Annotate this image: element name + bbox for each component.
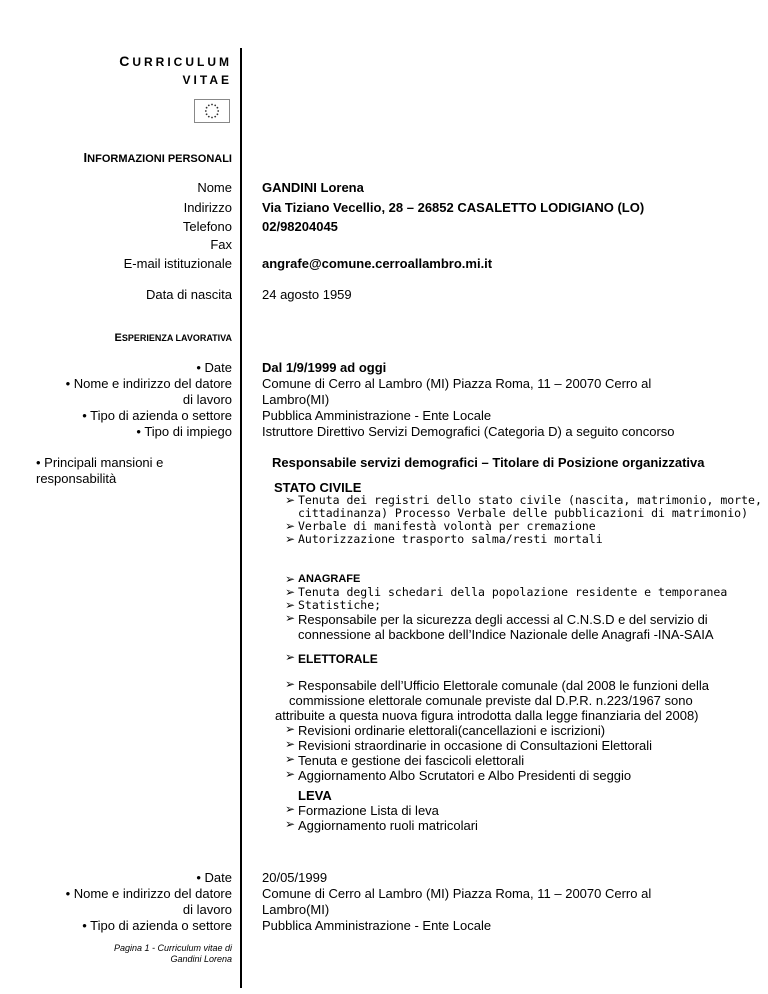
bullet-icon: ➢ bbox=[285, 802, 296, 816]
anagrafe-item-1: Tenuta degli schedari della popolazione residente e temporanea bbox=[298, 585, 728, 599]
anagrafe-item-3: Responsabile per la sicurezza degli accessi al C.N.S.D e del servizio di bbox=[298, 612, 708, 627]
label-nome: Nome bbox=[197, 180, 232, 195]
bullet-icon: ➢ bbox=[285, 519, 296, 533]
elettorale-item-3: Tenuta e gestione dei fascicoli elettorali bbox=[298, 753, 525, 768]
cv-title bbox=[119, 52, 232, 89]
value-indirizzo: Via Tiziano Vecellio, 28 – 26852 CASALETTO LODIGIANO (LO) bbox=[262, 200, 645, 215]
label-sector: • Tipo di azienda o settore bbox=[82, 918, 232, 933]
elettorale-intro-2: commissione elettorale comunale previste dal D.P.R. n.223/1967 sono bbox=[289, 693, 693, 708]
leva-item-1: Formazione Lista di leva bbox=[298, 803, 439, 818]
cv-title-line1: CURRICULUM bbox=[119, 53, 232, 69]
job1-employer: Comune di Cerro al Lambro (MI) Piazza Roma, 11 – 20070 Cerro al bbox=[262, 376, 652, 391]
job1-role: Responsabile servizi demografici – Titolare di Posizione organizzativa bbox=[272, 455, 705, 470]
footer-line2: Gandini Lorena bbox=[170, 954, 232, 964]
job2-date: 20/05/1999 bbox=[262, 870, 328, 885]
label-duties bbox=[36, 455, 163, 487]
value-telefono: 02/98204045 bbox=[262, 219, 338, 234]
bullet-icon: ➢ bbox=[285, 767, 296, 781]
label-sector: • Tipo di azienda o settore bbox=[82, 408, 232, 423]
elettorale-intro-3: attribuite a questa nuova figura introdotta dalla legge finanziaria del 2008) bbox=[275, 708, 699, 723]
bullet-icon: ➢ bbox=[285, 722, 296, 736]
label-telefono: Telefono bbox=[182, 219, 232, 234]
leva-item-2: Aggiornamento ruoli matricolari bbox=[298, 818, 478, 833]
label-employer: • Nome e indirizzo del datore bbox=[65, 886, 232, 901]
job1-sector: Pubblica Amministrazione - Ente Locale bbox=[262, 408, 492, 423]
page-footer bbox=[114, 943, 232, 965]
job1-employer-cont: Lambro(MI) bbox=[262, 392, 330, 407]
value-email: angrafe@comune.cerroallambro.mi.it bbox=[262, 256, 493, 271]
label-job-type: • Tipo di impiego bbox=[136, 424, 232, 439]
elettorale-intro-1: Responsabile dell’Ufficio Elettorale comunale (dal 2008 le funzioni della bbox=[298, 678, 709, 693]
heading-anagrafe: ANAGRAFE bbox=[298, 573, 361, 585]
job1-date: Dal 1/9/1999 ad oggi bbox=[262, 360, 387, 375]
elettorale-item-1: Revisioni ordinarie elettorali(cancellazioni e iscrizioni) bbox=[298, 723, 606, 738]
heading-leva: LEVA bbox=[298, 788, 332, 803]
stato-civile-item-2: Verbale di manifestà volontà per cremazione bbox=[298, 519, 596, 533]
section-experience: ESPERIENZA LAVORATIVA bbox=[114, 332, 232, 344]
section-personal-info: INFORMAZIONI PERSONALI bbox=[83, 150, 232, 165]
bullet-icon: ➢ bbox=[285, 532, 296, 546]
bullet-icon: ➢ bbox=[285, 585, 296, 599]
label-date: • Date bbox=[196, 870, 232, 885]
heading-elettorale: ELETTORALE bbox=[298, 652, 378, 666]
job2-employer: Comune di Cerro al Lambro (MI) Piazza Roma, 11 – 20070 Cerro al bbox=[262, 886, 652, 901]
column-divider bbox=[240, 48, 242, 988]
stato-civile-item-3: Autorizzazione trasporto salma/resti mortali bbox=[298, 532, 603, 546]
label-duties-line1: • Principali mansioni e bbox=[36, 455, 164, 470]
anagrafe-item-3-cont: connessione al backbone dell’Indice Nazionale delle Anagrafi -INA-SAIA bbox=[298, 627, 714, 642]
label-date: • Date bbox=[196, 360, 232, 375]
job2-sector: Pubblica Amministrazione - Ente Locale bbox=[262, 918, 492, 933]
bullet-icon: ➢ bbox=[285, 677, 296, 691]
label-indirizzo: Indirizzo bbox=[183, 200, 232, 215]
job1-job-type: Istruttore Direttivo Servizi Demografici (Categoria D) a seguito concorso bbox=[262, 424, 675, 439]
label-duties-line2: responsabilità bbox=[36, 471, 117, 486]
stato-civile-item-1-cont: cittadinanza) Processo Verbale delle pubblicazioni di matrimonio) bbox=[298, 506, 749, 520]
bullet-icon: ➢ bbox=[285, 752, 296, 766]
label-employer-cont: di lavoro bbox=[182, 392, 232, 407]
bullet-icon: ➢ bbox=[285, 572, 296, 586]
bullet-icon: ➢ bbox=[285, 650, 296, 664]
value-nome: GANDINI Lorena bbox=[262, 180, 364, 195]
value-data-nascita: 24 agosto 1959 bbox=[262, 287, 352, 302]
bullet-icon: ➢ bbox=[285, 598, 296, 612]
elettorale-item-4: Aggiornamento Albo Scrutatori e Albo Presidenti di seggio bbox=[298, 768, 632, 783]
label-employer-cont: di lavoro bbox=[182, 902, 232, 917]
bullet-icon: ➢ bbox=[285, 737, 296, 751]
cv-title-line2: VITAE bbox=[182, 73, 232, 87]
label-employer: • Nome e indirizzo del datore bbox=[65, 376, 232, 391]
anagrafe-item-2: Statistiche; bbox=[298, 598, 382, 612]
bullet-icon: ➢ bbox=[285, 493, 296, 507]
bullet-icon: ➢ bbox=[285, 611, 296, 625]
heading-stato-civile: STATO CIVILE bbox=[274, 480, 362, 495]
stato-civile-item-1: Tenuta dei registri dello stato civile (nascita, matrimonio, morte, bbox=[298, 493, 762, 507]
label-data-nascita: Data di nascita bbox=[146, 287, 232, 302]
label-email: E-mail istituzionale bbox=[123, 256, 232, 271]
label-fax: Fax bbox=[210, 237, 232, 252]
footer-line1: Pagina 1 - Curriculum vitae di bbox=[113, 943, 232, 953]
bullet-icon: ➢ bbox=[285, 817, 296, 831]
eu-flag-icon bbox=[194, 99, 230, 123]
job2-employer-cont: Lambro(MI) bbox=[262, 902, 330, 917]
elettorale-item-2: Revisioni straordinarie in occasione di Consultazioni Elettorali bbox=[298, 738, 653, 753]
